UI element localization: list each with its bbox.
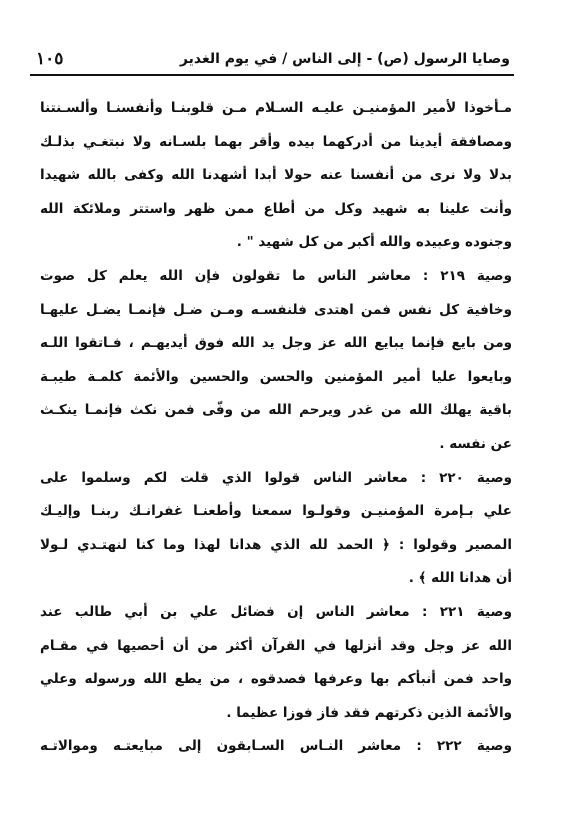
text-line: المصير وقولوا : ﴿ الحمد لله الذي هدانا لهذا وما كنا لنهتـدي لـولا — [40, 536, 512, 553]
text-line: مـأخوذا لأمير المؤمنيـن عليـه السـلام مـن قلوبنـا وأنفسنـا وألسـنتنا — [40, 100, 512, 116]
text-line: وبايعوا عليا أمير المؤمنين والحسن والحسين والأئمة كلمـة طيبـة — [40, 368, 512, 385]
text-line: وصية ٢٢٢ : معاشر النـاس السـابقون إلى مبايعتـه وموالاتـه — [40, 738, 512, 755]
text-line: ومن بايع فإنما يبايع الله عز وجل يد الله فوق أيديهـم ، فـاتقوا اللـه — [40, 335, 512, 352]
text-line: علي بـإمرة المؤمنيـن وقولـوا سمعنا وأطعنـا غفرانـك ربنـا وإليـك — [40, 503, 512, 520]
text-line: أن هدانا الله ﴾ . — [408, 570, 512, 587]
text-line: وجنوده وعبيده والله أكبر من كل شهيد " . — [236, 234, 512, 251]
text-line: وأنت علينا به شهيد وكل من أطاع ممن ظهر واستتر وملائكة الله — [40, 200, 512, 217]
text-line: واحد فمن أنبأكم بها وعرفها فصدقوه ، من يطع الله ورسوله وعلي — [40, 671, 512, 688]
text-line: ومصافقة أيدينا من أدركهما بيده وأقر بهما بلسـانه ولا نبتغـي بذلـك — [40, 133, 512, 150]
paragraph-wasiyya-222 — [40, 730, 512, 764]
text-line: والأئمة الذين ذكرتهم فقد فاز فوزا عظيما . — [226, 704, 512, 721]
paragraph-wasiyya-219 — [40, 260, 512, 462]
paragraph-wasiyya-220 — [40, 462, 512, 596]
text-line: بدلا ولا نرى من أنفسنا عنه حولا أبدا أشهدنا الله وكفى بالله شهيدا — [40, 167, 512, 184]
text-line: باقية يهلك الله من غدر ويرحم الله من وفّى فمن نكث فإنمـا ينكـث — [40, 402, 512, 419]
text-line: وصية ٢١٩ : معاشر الناس ما تقولون فإن الله يعلم كل صوت — [40, 267, 512, 284]
text-line: وصية ٢٢٠ : معاشر الناس قولوا الذي قلت لكم وسلموا على — [40, 469, 512, 486]
text-line: وخافية كل نفس فمن اهتدى فلنفسـه ومـن ضـل فإنمـا يضـل عليهـا — [40, 301, 512, 318]
body-text — [40, 92, 512, 764]
text-line: الله عز وجل وقد أنزلها في القرآن أكثر من أن أحصيها في مقـام — [40, 637, 512, 654]
page-number: ١٠٥ — [36, 49, 64, 69]
page-header — [36, 44, 510, 74]
paragraph-intro — [40, 92, 512, 260]
text-line: وصية ٢٢١ : معاشر الناس إن فضائل علي بن أبي طالب عند — [40, 603, 512, 620]
running-title: وصايا الرسول (ص) - إلى الناس / في يوم الغدير — [179, 51, 510, 67]
paragraph-wasiyya-221 — [40, 596, 512, 730]
header-rule — [30, 74, 514, 76]
text-line: عن نفسه . — [439, 435, 512, 452]
